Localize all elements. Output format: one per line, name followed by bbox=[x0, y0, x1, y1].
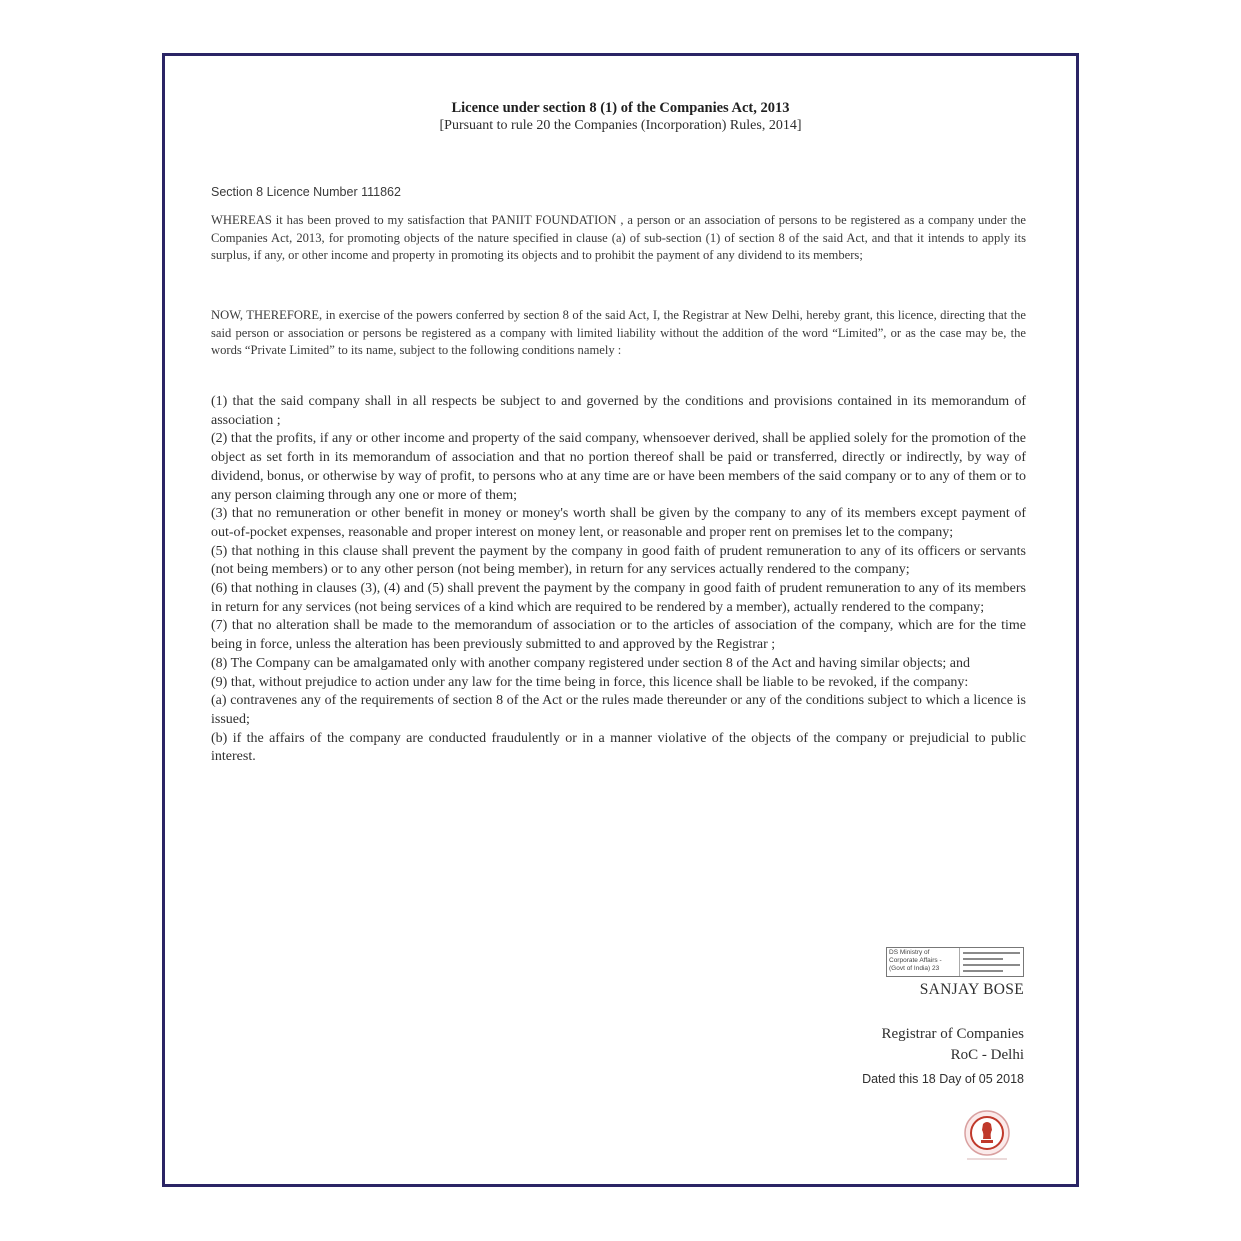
condition-item: (a) contravenes any of the requirements of section 8 of the Act or the rules made thereunder or any of the conditions subject to which a licence is issued; bbox=[211, 693, 1026, 727]
document-header bbox=[165, 99, 1076, 135]
condition-item: (9) that, without prejudice to action under any law for the time being in force, this licence shall be liable to be revoked, if the company: bbox=[211, 674, 969, 690]
registrar-office: RoC - Delhi bbox=[950, 1047, 1024, 1063]
document-frame bbox=[162, 53, 1079, 1187]
condition-item: (7) that no alteration shall be made to the memorandum of association or to the articles of association of the company, which are for the time being in force, unless the alteration has been previously submitted to and approved by the Registrar ; bbox=[211, 618, 1026, 653]
conditions-list bbox=[211, 393, 1026, 767]
licence-number: Section 8 Licence Number 111862 bbox=[211, 185, 401, 199]
now-therefore-paragraph: NOW, THEREFORE, in exercise of the powers conferred by section 8 of the said Act, I, the Registrar at New Delhi, hereby grant, this licence, directing that the said person or association or persons be registered as a company with limited liability without the addition of the word “Limited”, or as the case may be, the words “Private Limited” to its name, subject to the following conditions namely : bbox=[211, 308, 1026, 358]
digital-signature-stamp-icon bbox=[886, 947, 1024, 977]
state-emblem-seal-icon bbox=[957, 1103, 1017, 1163]
condition-item: (2) that the profits, if any or other income and property of the said company, whensoever derived, shall be applied solely for the promotion of the object as set forth in its memorandum of association and that no portion thereof shall be paid or transferred, directly or indirectly, by way of dividend, bonus, or otherwise by way of profit, to persons who at any time are or have been members of the said company or to any of them or to any person claiming through any one or more of them; bbox=[211, 431, 1026, 503]
registrar-block bbox=[882, 1024, 1024, 1066]
condition-item: (b) if the affairs of the company are conducted fraudulently or in a manner violative of the objects of the company or prejudicial to public interest. bbox=[211, 730, 1026, 765]
digital-signature-text: DS Ministry of Corporate Affairs - (Govt of India) 23 bbox=[887, 948, 960, 976]
condition-item: (3) that no remuneration or other benefit in money or money's worth shall be given by the company to any of its members except payment of out-of-pocket expenses, reasonable and proper interest on money lent, or reasonable and proper rent on premises let to the company; bbox=[211, 506, 1026, 540]
signature-block bbox=[886, 941, 1024, 999]
condition-item: (5) that nothing in this clause shall prevent the payment by the company in good faith of prudent remuneration to any of its officers or servants (not being members) or to any other person (not being member), in return for any services actually rendered to the company; bbox=[211, 543, 1026, 578]
whereas-paragraph: WHEREAS it has been proved to my satisfaction that PANIIT FOUNDATION , a person or an association of persons to be registered as a company under the Companies Act, 2013, for promoting objects of the nature specified in clause (a) of sub-section (1) of section 8 of the said Act, and that it intends to apply its surplus, if any, or other income and property in promoting its objects and to prohibit the payment of any dividend to its members; bbox=[211, 213, 1026, 263]
digital-signature-details bbox=[960, 948, 1023, 976]
document-subtitle: [Pursuant to rule 20 the Companies (Incorporation) Rules, 2014] bbox=[439, 118, 802, 133]
document-title: Licence under section 8 (1) of the Companies Act, 2013 bbox=[451, 100, 790, 116]
condition-item: (8) The Company can be amalgamated only with another company registered under section 8 of the Act and having similar objects; and bbox=[211, 655, 971, 671]
dated-line: Dated this 18 Day of 05 2018 bbox=[862, 1072, 1024, 1086]
condition-item: (1) that the said company shall in all respects be subject to and governed by the conditions and provisions contained in its memorandum of association ; bbox=[211, 394, 1026, 428]
signer-name: SANJAY BOSE bbox=[919, 981, 1024, 998]
condition-item: (6) that nothing in clauses (3), (4) and (5) shall prevent the payment by the company in good faith of prudent remuneration to any of its members in return for any services (not being services of a kind which are required to be rendered by a member), actually rendered to the company; bbox=[211, 581, 1026, 615]
registrar-title: Registrar of Companies bbox=[881, 1026, 1024, 1042]
